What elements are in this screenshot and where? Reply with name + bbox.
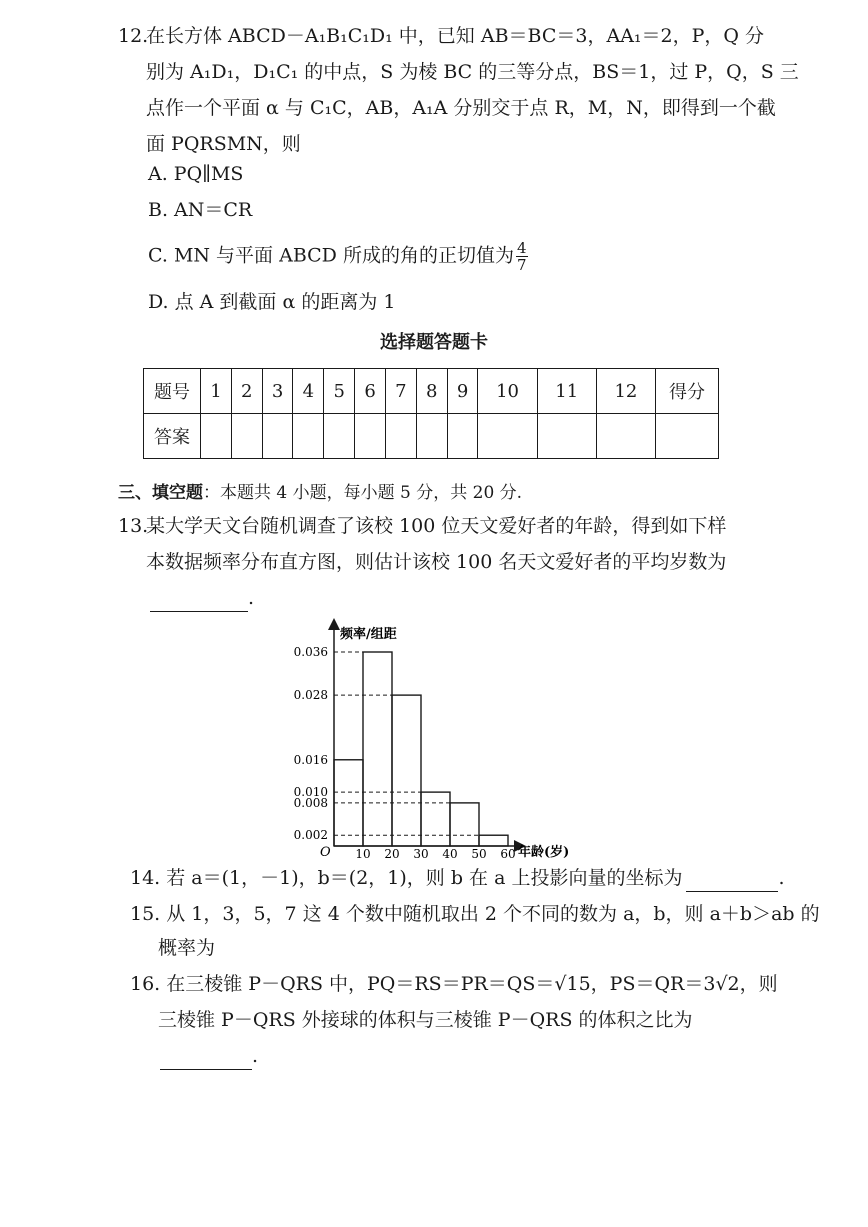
question-number-cell: 8 [416,369,447,414]
question-number-cell: 1 [201,369,232,414]
q15-line-2: 概率为 [158,937,216,959]
answer-cell[interactable] [478,414,537,459]
x-tick-labels [355,847,515,861]
answer-cell[interactable] [324,414,355,459]
q14-answer-blank[interactable] [686,871,778,892]
fraction-numerator: 4 [516,239,527,257]
q16-line-2: 三棱锥 P－QRS 外接球的体积与三棱锥 P－QRS 的体积之比为 [158,1009,693,1031]
answer-cell[interactable] [201,414,232,459]
histogram-bar [363,652,392,846]
answer-card-title: 选择题答题卡 [380,332,488,353]
y-tick-label: 0.016 [293,752,328,767]
q12-option-c [148,240,528,273]
q12-option-b: B. AN＝CR [148,199,253,221]
y-tick-labels [294,645,328,842]
histogram-bars [334,652,508,846]
q13-answer-blank[interactable] [150,591,248,612]
q13-answer-line [150,584,254,612]
question-number-cell: 7 [385,369,416,414]
q16-period: . [252,1045,259,1067]
x-tick-label: 20 [384,847,400,861]
q16-answer-line [160,1042,258,1070]
row-label-answer: 答案 [144,414,201,459]
answer-cell[interactable] [355,414,386,459]
q12-number: 12. [118,25,149,47]
q13-number: 13. [118,515,149,537]
question-number-cell: 9 [447,369,478,414]
y-tick-label: 0.010 [293,785,328,800]
frequency-histogram [0,618,868,878]
section-3-heading [118,478,522,507]
q16-answer-blank[interactable] [160,1049,252,1070]
histogram-bar [450,803,479,846]
answer-cell[interactable] [537,414,596,459]
q12-line-1: 在长方体 ABCD－A₁B₁C₁D₁ 中，已知 AB＝BC＝3，AA₁＝2，P，Q 分 [146,25,765,47]
score-cell[interactable] [656,414,719,459]
x-tick-label: 10 [355,847,371,861]
y-tick-label: 0.008 [293,795,328,810]
answer-card-table [143,368,719,459]
section-3-title: 三、填空题 [118,483,203,503]
q13-period: . [248,587,255,609]
q12-line-3: 点作一个平面 α 与 C₁C，AB，A₁A 分别交于点 R，M，N，即得到一个截 [146,97,776,119]
answer-cell[interactable] [596,414,655,459]
q14-period: . [778,867,785,889]
question-number-cell: 10 [478,369,537,414]
answer-cell[interactable] [385,414,416,459]
x-tick-label: 50 [471,847,487,861]
q14-text: 14. 若 a＝(1，－1)，b＝(2，1)，则 b 在 a 上投影向量的坐标为 [130,867,683,889]
q12-line-2: 别为 A₁D₁，D₁C₁ 的中点，S 为棱 BC 的三等分点，BS＝1，过 P，Q，S 三 [146,61,799,83]
answer-card-answer-row [144,414,719,459]
q12-option-a: A. PQ∥MS [148,163,244,185]
q12-option-c-fraction [516,240,528,273]
q13-line-1: 某大学天文台随机调查了该校 100 位天文爱好者的年龄，得到如下样 [146,515,727,537]
answer-cell[interactable] [293,414,324,459]
answer-cell[interactable] [447,414,478,459]
section-3-description: ：本题共 4 小题，每小题 5 分，共 20 分. [203,483,523,503]
x-tick-label: 60 [500,847,516,861]
question-number-cell: 4 [293,369,324,414]
histogram-bar [421,792,450,846]
histogram-bar [392,695,421,846]
question-number-cell: 5 [324,369,355,414]
q14-line [130,864,785,892]
row-label-number: 题号 [144,369,201,414]
q16-line-1: 16. 在三棱锥 P－QRS 中，PQ＝RS＝PR＝QS＝√15，PS＝QR＝3√2，则 [130,973,778,995]
y-tick-label: 0.002 [293,828,328,843]
question-number-cell: 2 [231,369,262,414]
question-number-cell: 12 [596,369,655,414]
fraction-denominator: 7 [516,256,527,274]
q15-line-1: 15. 从 1，3，5，7 这 4 个数中随机取出 2 个不同的数为 a，b，则 a＋b＞ab 的 [130,903,820,925]
origin-label: O [320,845,331,860]
answer-cell[interactable] [262,414,293,459]
answer-cell[interactable] [416,414,447,459]
histogram-gridlines [334,652,479,835]
x-axis-label: 年龄(岁) [518,845,570,860]
y-tick-label: 0.028 [293,688,328,703]
question-number-cell: 11 [537,369,596,414]
y-axis-label: 频率/组距 [340,627,397,642]
y-tick-label: 0.036 [293,645,328,659]
score-label-cell: 得分 [656,369,719,414]
answer-card-number-row [144,369,719,414]
q12-option-c-text: C. MN 与平面 ABCD 所成的角的正切值为 [148,244,514,267]
histogram-bar [479,835,508,846]
q12-option-d: D. 点 A 到截面 α 的距离为 1 [148,291,396,313]
x-tick-label: 30 [413,847,429,861]
question-number-cell: 3 [262,369,293,414]
q13-line-2: 本数据频率分布直方图，则估计该校 100 名天文爱好者的平均岁数为 [146,551,727,573]
question-number-cell: 6 [355,369,386,414]
q12-line-4: 面 PQRSMN，则 [146,133,301,155]
x-tick-label: 40 [442,847,458,861]
answer-cell[interactable] [231,414,262,459]
